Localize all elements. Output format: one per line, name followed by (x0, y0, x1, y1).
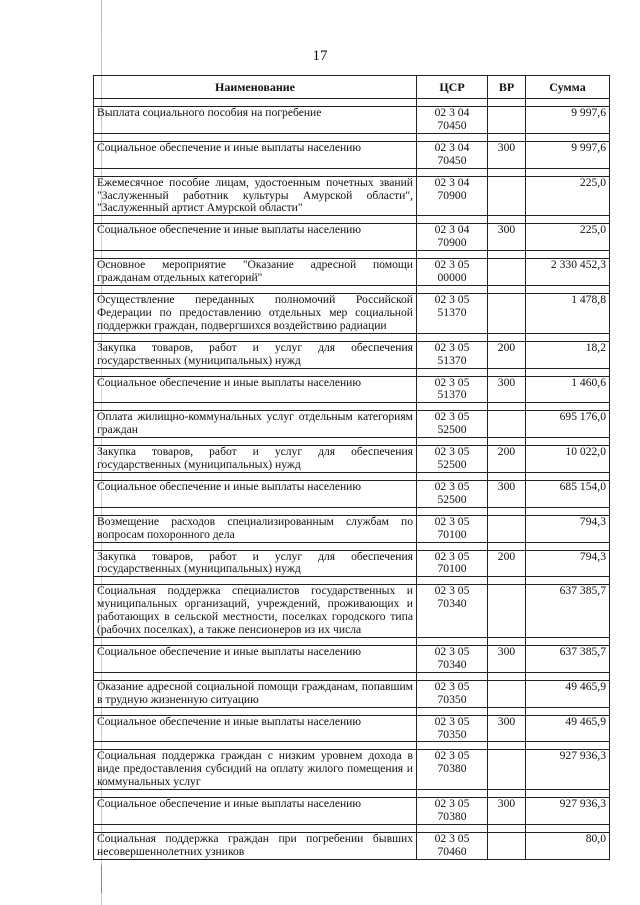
row-csr: 02 3 05 51370 (417, 341, 488, 368)
table-row (94, 141, 610, 168)
row-sum: 695 176,0 (526, 411, 610, 438)
row-csr: 02 3 05 52500 (417, 411, 488, 438)
row-vr: 300 (488, 798, 526, 825)
table-row (94, 107, 610, 134)
row-sum: 49 465,9 (526, 680, 610, 707)
row-name: Социальное обеспечение и иные выплаты населению (94, 224, 417, 251)
row-name: Выплата социального пособия на погребение (94, 107, 417, 134)
row-sum: 9 997,6 (526, 107, 610, 134)
row-sum: 10 022,0 (526, 446, 610, 473)
row-vr (488, 515, 526, 542)
row-csr: 02 3 05 52500 (417, 446, 488, 473)
row-vr (488, 176, 526, 216)
row-vr: 300 (488, 376, 526, 403)
row-vr (488, 293, 526, 333)
budget-table (93, 75, 610, 860)
row-sum: 1 478,8 (526, 293, 610, 333)
row-csr: 02 3 05 70380 (417, 798, 488, 825)
row-gap (94, 333, 610, 341)
row-vr: 200 (488, 550, 526, 577)
row-name: Оказание адресной социальной помощи гражданам, попавшим в трудную жизненную ситуацию (94, 680, 417, 707)
row-gap (94, 368, 610, 376)
table-row (94, 293, 610, 333)
row-name: Социальная поддержка граждан при погребении бывших несовершеннолетних узников (94, 832, 417, 859)
row-csr: 02 3 05 70340 (417, 646, 488, 673)
row-csr: 02 3 05 70100 (417, 515, 488, 542)
row-sum: 927 936,3 (526, 798, 610, 825)
table-row (94, 446, 610, 473)
row-csr: 02 3 04 70900 (417, 176, 488, 216)
row-name: Социальное обеспечение и иные выплаты населению (94, 715, 417, 742)
row-sum: 927 936,3 (526, 750, 610, 790)
row-sum: 49 465,9 (526, 715, 610, 742)
row-vr (488, 680, 526, 707)
header-sum: Сумма (526, 76, 610, 99)
row-name: Оплата жилищно-коммунальных услуг отдельным категориям граждан (94, 411, 417, 438)
row-sum: 225,0 (526, 224, 610, 251)
row-name: Закупка товаров, работ и услуг для обеспечения государственных (муниципальных) нужд (94, 341, 417, 368)
row-name: Социальная поддержка специалистов государственных и муниципальных организаций, учреждений, проживающих и работающих в сельской местности, поселках городского типа (рабочих поселках), а также пенсионеров из их числа (94, 585, 417, 638)
table-row (94, 515, 610, 542)
header-csr: ЦСР (417, 76, 488, 99)
row-gap (94, 168, 610, 176)
row-vr (488, 259, 526, 286)
row-vr (488, 411, 526, 438)
row-vr: 300 (488, 480, 526, 507)
table-row (94, 832, 610, 859)
row-vr: 300 (488, 715, 526, 742)
table-row (94, 550, 610, 577)
row-name: Ежемесячное пособие лицам, удостоенным почетных званий "Заслуженный работник культуры Амурской области", "Заслуженный артист Амурской области" (94, 176, 417, 216)
row-csr: 02 3 05 70380 (417, 750, 488, 790)
table-row (94, 750, 610, 790)
table-row (94, 224, 610, 251)
table-row (94, 341, 610, 368)
row-name: Возмещение расходов специализированным службам по вопросам похоронного дела (94, 515, 417, 542)
row-csr: 02 3 05 51370 (417, 293, 488, 333)
row-sum: 1 460,6 (526, 376, 610, 403)
row-name: Социальное обеспечение и иные выплаты населению (94, 646, 417, 673)
table-row (94, 646, 610, 673)
row-vr: 200 (488, 341, 526, 368)
row-name: Осуществление переданных полномочий Российской Федерации по предоставлению отдельных мер социальной поддержки граждан, подвергшихся воздействию радиации (94, 293, 417, 333)
row-csr: 02 3 04 70900 (417, 224, 488, 251)
table-row (94, 585, 610, 638)
table-row (94, 259, 610, 286)
row-gap (94, 542, 610, 550)
row-csr: 02 3 05 51370 (417, 376, 488, 403)
header-name: Наименование (94, 76, 417, 99)
row-csr: 02 3 04 70450 (417, 107, 488, 134)
row-name: Социальная поддержка граждан с низким уровнем дохода в виде предоставления субсидий на оплату жилого помещения и коммунальных услуг (94, 750, 417, 790)
row-csr: 02 3 05 70350 (417, 715, 488, 742)
row-name: Социальное обеспечение и иные выплаты населению (94, 480, 417, 507)
table-header-row (94, 76, 610, 99)
row-sum: 80,0 (526, 832, 610, 859)
row-name: Социальное обеспечение и иные выплаты населению (94, 141, 417, 168)
row-name: Закупка товаров, работ и услуг для обеспечения государственных (муниципальных) нужд (94, 550, 417, 577)
row-sum: 18,2 (526, 341, 610, 368)
row-vr: 200 (488, 446, 526, 473)
row-name: Основное мероприятие "Оказание адресной помощи гражданам отдельных категорий" (94, 259, 417, 286)
row-vr (488, 750, 526, 790)
row-vr: 300 (488, 224, 526, 251)
row-name: Закупка товаров, работ и услуг для обеспечения государственных (муниципальных) нужд (94, 446, 417, 473)
table-row (94, 411, 610, 438)
row-csr: 02 3 05 00000 (417, 259, 488, 286)
row-name: Социальное обеспечение и иные выплаты населению (94, 798, 417, 825)
row-vr (488, 832, 526, 859)
row-vr: 300 (488, 141, 526, 168)
row-sum: 637 385,7 (526, 646, 610, 673)
row-vr: 300 (488, 646, 526, 673)
table-row (94, 376, 610, 403)
table-row (94, 715, 610, 742)
table-row (94, 176, 610, 216)
header-vr: ВР (488, 76, 526, 99)
row-csr: 02 3 05 70350 (417, 680, 488, 707)
row-sum: 685 154,0 (526, 480, 610, 507)
row-sum: 2 330 452,3 (526, 259, 610, 286)
table-body (94, 107, 610, 860)
row-vr (488, 585, 526, 638)
scan-artifact-mark (101, 865, 102, 893)
row-csr: 02 3 05 70100 (417, 550, 488, 577)
table-row (94, 480, 610, 507)
row-vr (488, 107, 526, 134)
row-sum: 637 385,7 (526, 585, 610, 638)
page-number: 17 (312, 48, 328, 64)
table-row (94, 680, 610, 707)
row-csr: 02 3 05 52500 (417, 480, 488, 507)
row-sum: 225,0 (526, 176, 610, 216)
row-csr: 02 3 04 70450 (417, 141, 488, 168)
row-csr: 02 3 05 70460 (417, 832, 488, 859)
row-sum: 794,3 (526, 550, 610, 577)
row-gap (94, 707, 610, 715)
row-sum: 9 997,6 (526, 141, 610, 168)
row-sum: 794,3 (526, 515, 610, 542)
table-row (94, 798, 610, 825)
row-csr: 02 3 05 70340 (417, 585, 488, 638)
row-name: Социальное обеспечение и иные выплаты населению (94, 376, 417, 403)
